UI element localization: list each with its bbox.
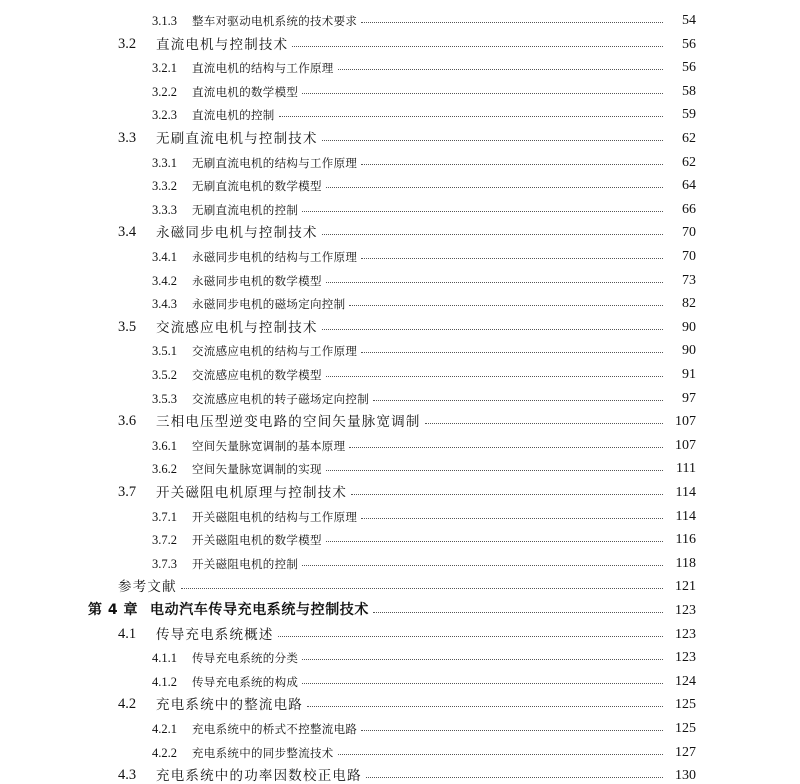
toc-entry-title: 开关磁阻电机原理与控制技术 bbox=[156, 485, 348, 501]
toc-entry-title: 交流感应电机与控制技术 bbox=[156, 319, 318, 336]
toc-entry[interactable] bbox=[0, 666, 800, 690]
toc-entry-number: 3.2.2 bbox=[152, 84, 177, 99]
toc-entry-title: 传导充电系统概述 bbox=[156, 626, 274, 643]
toc-entry-title: 直流电机的控制 bbox=[192, 108, 275, 123]
toc-entry-page-number: 66 bbox=[682, 201, 696, 217]
toc-entry-title: 永磁同步电机的数学模型 bbox=[192, 273, 322, 288]
toc-entry[interactable] bbox=[0, 312, 800, 336]
toc-entry-title: 无刷直流电机的结构与工作原理 bbox=[192, 155, 358, 170]
toc-entry-page-number: 82 bbox=[682, 296, 696, 312]
toc-entry-number: 3.7 bbox=[118, 484, 137, 500]
toc-entry-page-number: 107 bbox=[675, 414, 696, 430]
dot-leader bbox=[351, 493, 663, 495]
toc-entry-page-number: 118 bbox=[675, 555, 696, 571]
toc-entry-number: 4.1.2 bbox=[152, 674, 177, 689]
toc-entry-number: 3.5 bbox=[118, 318, 137, 335]
toc-entry-page-number: 56 bbox=[682, 36, 696, 52]
dot-leader bbox=[349, 446, 663, 448]
toc-entry-number: 3.3.3 bbox=[152, 202, 177, 217]
dot-leader bbox=[361, 517, 663, 519]
toc-entry[interactable] bbox=[0, 383, 800, 407]
toc-entry-title: 空间矢量脉宽调制的实现 bbox=[192, 462, 322, 477]
toc-entry-page-number: 70 bbox=[682, 249, 696, 264]
toc-entry-number: 4.3 bbox=[118, 767, 137, 784]
toc-entry-number: 3.2.3 bbox=[152, 108, 177, 123]
toc-entry-number: 3.2 bbox=[118, 35, 137, 52]
toc-entry-number: 3.3 bbox=[118, 130, 137, 146]
toc-entry-page-number: 124 bbox=[675, 673, 696, 689]
toc-entry-number: 4.2.2 bbox=[152, 745, 177, 760]
toc-entry-page-number: 116 bbox=[675, 532, 696, 548]
toc-entry-number: 3.7.1 bbox=[152, 509, 177, 524]
toc-entry-title: 无刷直流电机的数学模型 bbox=[192, 179, 322, 194]
toc-entry-page-number: 121 bbox=[675, 579, 696, 595]
toc-entry-title: 充电系统中的同步整流技术 bbox=[192, 745, 334, 760]
toc-entry-page-number: 111 bbox=[676, 461, 696, 477]
toc-entry-title: 传导充电系统的构成 bbox=[192, 674, 299, 689]
toc-entry-page-number: 123 bbox=[675, 603, 696, 618]
toc-entry-number: 3.5.3 bbox=[152, 391, 177, 406]
toc-entry-title: 永磁同步电机的结构与工作原理 bbox=[192, 250, 358, 264]
toc-entry[interactable] bbox=[0, 194, 800, 218]
toc-entry-title: 无刷直流电机的控制 bbox=[192, 202, 299, 217]
dot-leader bbox=[349, 304, 663, 306]
toc-entry-title: 永磁同步电机的磁场定向控制 bbox=[192, 297, 346, 312]
toc-entry[interactable] bbox=[0, 52, 800, 76]
dot-leader bbox=[322, 328, 663, 330]
dot-leader bbox=[425, 422, 663, 424]
dot-leader bbox=[373, 399, 663, 401]
toc-entry-number: 3.6.2 bbox=[152, 462, 177, 477]
toc-entry-number: 3.5.2 bbox=[152, 368, 177, 382]
toc-entry-page-number: 73 bbox=[682, 272, 696, 288]
toc-entry-page-number: 125 bbox=[675, 697, 696, 713]
toc-entry-page-number: 123 bbox=[675, 626, 696, 642]
toc-entry-title: 直流电机与控制技术 bbox=[156, 36, 289, 53]
toc-entry-page-number: 62 bbox=[682, 154, 696, 170]
toc-entry-page-number: 54 bbox=[682, 13, 696, 28]
dot-leader bbox=[326, 281, 663, 283]
dot-leader bbox=[326, 186, 663, 188]
toc-entry[interactable] bbox=[0, 29, 800, 53]
dot-leader bbox=[361, 729, 663, 731]
dot-leader bbox=[361, 257, 663, 259]
toc-entry[interactable] bbox=[0, 477, 800, 501]
toc-entry-title: 传导充电系统的分类 bbox=[192, 651, 299, 666]
toc-entry-page-number: 70 bbox=[682, 225, 696, 241]
toc-entry[interactable] bbox=[0, 170, 800, 194]
dot-leader bbox=[302, 92, 663, 94]
dot-leader bbox=[322, 139, 663, 141]
dot-leader bbox=[322, 233, 663, 235]
dot-leader bbox=[292, 45, 663, 47]
toc-entry-title: 开关磁阻电机的结构与工作原理 bbox=[192, 509, 358, 524]
toc-entry-number: 第 4 章 bbox=[88, 602, 138, 618]
toc-entry[interactable] bbox=[0, 99, 800, 123]
toc-entry[interactable] bbox=[0, 619, 800, 643]
toc-entry-title: 充电系统中的功率因数校正电路 bbox=[156, 768, 362, 784]
dot-leader bbox=[338, 753, 663, 755]
toc-entry-number: 3.2.1 bbox=[152, 61, 177, 76]
toc-entry-number: 3.3.1 bbox=[152, 155, 177, 170]
toc-entry-title: 开关磁阻电机的数学模型 bbox=[192, 533, 322, 548]
toc-entry[interactable] bbox=[0, 76, 800, 100]
toc-entry-page-number: 90 bbox=[682, 343, 696, 359]
toc-entry[interactable] bbox=[0, 760, 800, 784]
toc-entry-title: 充电系统中的桥式不控整流电路 bbox=[192, 722, 358, 736]
dot-leader bbox=[302, 210, 663, 212]
toc-entry[interactable] bbox=[0, 217, 800, 241]
toc-entry-title: 永磁同步电机与控制技术 bbox=[156, 225, 318, 242]
dot-leader bbox=[278, 635, 663, 637]
toc-entry[interactable] bbox=[0, 571, 800, 595]
dot-leader bbox=[279, 115, 663, 117]
toc-entry-title: 空间矢量脉宽调制的基本原理 bbox=[192, 438, 346, 453]
toc-entry-page-number: 97 bbox=[682, 390, 696, 406]
toc-entry-number: 4.1 bbox=[118, 625, 137, 642]
toc-entry-number: 3.4 bbox=[118, 224, 137, 241]
dot-leader bbox=[361, 351, 663, 353]
toc-entry-page-number: 107 bbox=[675, 437, 696, 453]
dot-leader bbox=[366, 776, 663, 778]
toc-entry-page-number: 59 bbox=[682, 107, 696, 123]
toc-entry-page-number: 114 bbox=[675, 508, 696, 524]
toc-entry-title: 直流电机的数学模型 bbox=[192, 84, 299, 99]
toc-entry[interactable] bbox=[0, 288, 800, 312]
toc-entry-page-number: 130 bbox=[675, 768, 696, 784]
toc-entry-page-number: 58 bbox=[682, 83, 696, 99]
toc-entry-page-number: 64 bbox=[682, 178, 696, 194]
toc-entry-title: 开关磁阻电机的控制 bbox=[192, 556, 299, 571]
toc-entry-page-number: 114 bbox=[675, 485, 696, 500]
toc-entry[interactable] bbox=[0, 713, 800, 737]
toc-entry-number: 3.7.2 bbox=[152, 533, 177, 548]
toc-entry-title: 参考文献 bbox=[118, 579, 177, 596]
dot-leader bbox=[302, 564, 663, 566]
toc-entry[interactable] bbox=[0, 453, 800, 477]
toc-entry-title: 交流感应电机的转子磁场定向控制 bbox=[192, 391, 369, 406]
toc-entry-title: 充电系统中的整流电路 bbox=[156, 697, 303, 714]
toc-entry-number: 3.3.2 bbox=[152, 179, 177, 194]
toc-entry-number: 3.4.2 bbox=[152, 273, 177, 288]
toc-entry[interactable] bbox=[0, 265, 800, 289]
dot-leader bbox=[326, 540, 663, 542]
toc-entry[interactable] bbox=[0, 359, 800, 383]
dot-leader bbox=[307, 705, 663, 707]
toc-entry-number: 3.7.3 bbox=[152, 556, 177, 571]
toc-entry[interactable] bbox=[0, 430, 800, 454]
toc-entry[interactable] bbox=[0, 406, 800, 430]
toc-entry-number: 4.1.1 bbox=[152, 651, 177, 666]
dot-leader bbox=[326, 469, 663, 471]
toc-entry[interactable] bbox=[0, 335, 800, 359]
toc-entry-number: 3.4.1 bbox=[152, 250, 177, 264]
toc-entry-number: 4.2 bbox=[118, 696, 137, 713]
toc-entry-page-number: 123 bbox=[675, 650, 696, 666]
toc-entry-title: 整车对驱动电机系统的技术要求 bbox=[192, 14, 358, 28]
toc-entry-page-number: 62 bbox=[682, 131, 696, 146]
dot-leader bbox=[326, 375, 663, 377]
toc-entry[interactable] bbox=[0, 147, 800, 171]
toc-entry[interactable] bbox=[0, 123, 800, 147]
toc-entry-number: 3.1.3 bbox=[152, 14, 177, 28]
toc-entry[interactable] bbox=[0, 241, 800, 265]
toc-entry[interactable] bbox=[0, 737, 800, 761]
toc-entry-number: 3.6 bbox=[118, 413, 137, 430]
toc-entry[interactable] bbox=[0, 5, 800, 29]
toc-entry[interactable] bbox=[0, 689, 800, 713]
toc-entry-title: 三相电压型逆变电路的空间矢量脉宽调制 bbox=[156, 414, 421, 431]
toc-entry[interactable] bbox=[0, 548, 800, 572]
toc-entry-title: 交流感应电机的数学模型 bbox=[192, 368, 322, 382]
toc-entry-number: 3.6.1 bbox=[152, 438, 177, 453]
dot-leader bbox=[373, 611, 663, 613]
toc-entry-title: 电动汽车传导充电系统与控制技术 bbox=[150, 602, 369, 618]
toc-entry-page-number: 125 bbox=[675, 721, 696, 736]
toc-entry[interactable] bbox=[0, 524, 800, 548]
dot-leader bbox=[302, 682, 663, 684]
toc-entry-title: 交流感应电机的结构与工作原理 bbox=[192, 344, 358, 359]
toc-entry-number: 3.5.1 bbox=[152, 344, 177, 359]
dot-leader bbox=[338, 68, 663, 70]
dot-leader bbox=[361, 163, 663, 165]
toc-entry-title: 直流电机的结构与工作原理 bbox=[192, 61, 334, 76]
toc-entry[interactable] bbox=[0, 642, 800, 666]
toc-entry-page-number: 91 bbox=[682, 367, 696, 382]
toc-entry[interactable] bbox=[0, 595, 800, 619]
dot-leader bbox=[302, 658, 663, 660]
toc-entry-number: 4.2.1 bbox=[152, 722, 177, 736]
toc-entry-page-number: 127 bbox=[675, 744, 696, 760]
dot-leader bbox=[361, 21, 663, 23]
toc-entry-page-number: 90 bbox=[682, 319, 696, 335]
toc-entry-page-number: 56 bbox=[682, 60, 696, 76]
toc-entry-title: 无刷直流电机与控制技术 bbox=[156, 131, 318, 147]
toc-entry-number: 3.4.3 bbox=[152, 297, 177, 312]
dot-leader bbox=[181, 587, 663, 589]
toc-entry[interactable] bbox=[0, 501, 800, 525]
